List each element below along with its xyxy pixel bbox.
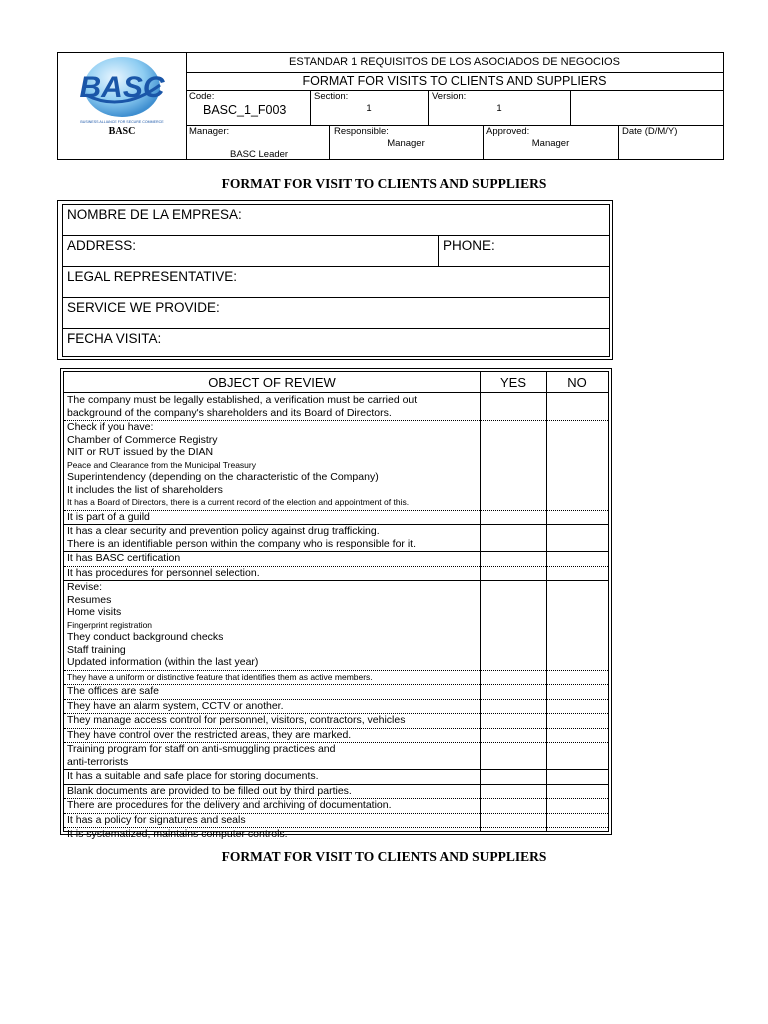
review-item-text [67,685,479,698]
no-checkbox-cell[interactable] [547,394,608,420]
basc-logo-icon [78,55,166,127]
review-item-line: They have a uniform or distinctive feature that identifies them as active members. [67,671,373,682]
no-checkbox-cell[interactable] [547,421,608,510]
review-item-text [67,552,479,565]
review-item-line: They conduct background checks [67,631,224,643]
footer-title: FORMAT FOR VISIT TO CLIENTS AND SUPPLIERS [221,849,547,864]
review-item-text [67,799,479,812]
manager-value: BASC Leader [230,149,289,160]
code-value: BASC_1_F003 [203,103,287,117]
no-checkbox-cell[interactable] [547,552,608,566]
review-item-text [67,770,479,783]
no-header: NO [567,375,587,390]
review-item-line: It has a policy for signatures and seals [67,813,246,826]
review-item-line: Staff training [67,643,126,656]
review-row [64,770,608,785]
logo-text: BASC [79,71,165,104]
review-item-line: Chamber of Commerce Registry [67,433,218,446]
review-item-line: They manage access control for personnel, visitors, contractors, vehicles [67,714,406,726]
no-checkbox-cell[interactable] [547,567,608,581]
manager-label: Manager: [189,126,230,137]
review-row [64,525,608,552]
review-item-line: Updated information (within the last year) [67,656,259,668]
review-item-line: They have an alarm system, CCTV or another. [67,699,284,712]
review-item-line: There are procedures for the delivery and archiving of documentation. [67,799,392,811]
review-item-text [67,729,479,742]
review-row [64,714,608,729]
no-checkbox-cell[interactable] [547,814,608,828]
yes-checkbox-cell[interactable] [481,729,545,743]
yes-checkbox-cell[interactable] [481,421,545,510]
yes-checkbox-cell[interactable] [481,525,545,551]
review-item-line: They have control over the restricted areas, they are marked. [67,728,352,741]
review-item-text [67,785,479,798]
review-item-line: Peace and Clearance from the Municipal Treasury [67,459,256,470]
yes-header: YES [499,375,526,390]
review-row [64,700,608,715]
review-item-line: Superintendency (depending on the characteristic of the Company) [67,471,379,483]
section-label: Section: [314,91,349,102]
yes-checkbox-cell[interactable] [481,770,545,784]
review-row [64,785,608,800]
format-title: FORMAT FOR VISITS TO CLIENTS AND SUPPLIERS [302,74,607,88]
logo-tagline: BUSINESS ALLIANCE FOR SECURE COMMERCE [80,120,164,124]
review-item-text [67,671,479,684]
review-row [64,581,608,671]
review-row [64,799,608,814]
visit-date-row[interactable] [63,329,609,357]
review-item-line: It has procedures for personnel selection. [67,566,260,579]
document-title: FORMAT FOR VISIT TO CLIENTS AND SUPPLIERS [221,176,547,191]
logo-cell [58,53,187,159]
document-header [57,52,724,160]
standard-title: ESTANDAR 1 REQUISITOS DE LOS ASOCIADOS DE NEGOCIOS [289,56,620,68]
version-label: Version: [432,91,467,102]
review-row [64,552,608,567]
responsible-label: Responsible: [334,126,389,137]
review-item-line: It is part of a guild [67,510,150,523]
version-value: 1 [496,103,502,114]
review-item-text [67,525,479,550]
logo-caption: BASC [108,126,136,137]
review-item-text [67,581,479,669]
yes-checkbox-cell[interactable] [481,700,545,714]
yes-checkbox-cell[interactable] [481,685,545,699]
no-checkbox-cell[interactable] [547,700,608,714]
review-item-line: Fingerprint registration [67,619,153,630]
yes-checkbox-cell[interactable] [481,714,545,728]
review-item-text [67,421,479,509]
section-value: 1 [366,103,372,114]
review-item-line: It has BASC certification [67,552,181,564]
review-row [64,421,608,511]
visit-date-label: FECHA VISITA: [67,331,162,346]
review-item-line: There is an identifiable person within the company who is responsible for it. [67,537,417,550]
review-item-line: Blank documents are provided to be filled out by third parties. [67,784,352,797]
object-of-review-header: OBJECT OF REVIEW [208,375,336,390]
review-item-text [67,567,479,580]
no-checkbox-cell[interactable] [547,729,608,743]
address-label: ADDRESS: [67,238,137,253]
review-item-line: Home visits [67,606,122,618]
review-item-text [67,511,479,524]
review-item-line: It includes the list of shareholders [67,483,223,496]
review-item-text [67,743,479,768]
review-item-line: It is systematized, maintains computer controls. [67,828,288,840]
yes-checkbox-cell[interactable] [481,581,545,670]
review-row [64,685,608,700]
approved-value: Manager [531,138,570,149]
yes-checkbox-cell[interactable] [481,814,545,828]
no-checkbox-cell[interactable] [547,525,608,551]
code-label: Code: [189,91,215,102]
review-item-line: It has a Board of Directors, there is a current record of the election and appointment of this. [67,497,410,507]
review-item-line: background of the company's shareholders and its Board of Directors. [67,406,392,419]
service-label: SERVICE WE PROVIDE: [67,300,220,315]
yes-checkbox-cell[interactable] [481,394,545,420]
review-row [64,394,608,421]
review-item-line: Revise: [67,581,103,593]
legal-rep-row[interactable] [63,267,609,298]
yes-checkbox-cell[interactable] [481,567,545,581]
review-item-line: Resumes [67,593,112,606]
review-item-text [67,828,479,841]
review-item-text [67,814,479,827]
responsible-value: Manager [387,138,425,149]
company-name-label: NOMBRE DE LA EMPRESA: [67,207,242,222]
no-checkbox-cell[interactable] [547,581,608,670]
yes-checkbox-cell[interactable] [481,828,545,842]
review-row [64,828,608,842]
no-checkbox-cell[interactable] [547,799,608,813]
no-checkbox-cell[interactable] [547,785,608,799]
review-item-line: Check if you have: [67,421,154,433]
review-item-text [67,700,479,713]
review-row [64,511,608,526]
yes-checkbox-cell[interactable] [481,552,545,566]
service-row[interactable] [63,298,609,329]
phone-label: PHONE: [443,238,495,253]
review-item-text [67,394,479,419]
review-row [64,671,608,686]
no-checkbox-cell[interactable] [547,770,608,784]
yes-checkbox-cell[interactable] [481,743,545,769]
review-row [64,743,608,770]
review-item-line: The offices are safe [67,685,160,697]
review-item-line: It has a suitable and safe place for storing documents. [67,770,319,782]
yes-checkbox-cell[interactable] [481,671,545,685]
review-item-text [67,714,479,727]
yes-checkbox-cell[interactable] [481,785,545,799]
review-row [64,729,608,744]
review-item-line: NIT or RUT issued by the DIAN [67,446,214,458]
legal-rep-label: LEGAL REPRESENTATIVE: [67,269,238,284]
review-item-line: anti-terrorists [67,755,129,768]
approved-label: Approved: [486,126,530,137]
yes-checkbox-cell[interactable] [481,799,545,813]
review-row [64,814,608,829]
company-name-row[interactable] [63,205,609,236]
review-item-line: The company must be legally established, a verification must be carried out [67,394,418,406]
review-item-line: It has a clear security and prevention policy against drug trafficking. [67,525,380,537]
date-label: Date (D/M/Y) [622,126,678,137]
company-info-box [57,200,613,360]
review-item-line: Training program for staff on anti-smuggling practices and [67,743,336,755]
no-checkbox-cell[interactable] [547,685,608,699]
review-checklist [60,368,612,840]
yes-checkbox-cell[interactable] [481,511,545,525]
no-checkbox-cell[interactable] [547,743,608,769]
no-checkbox-cell[interactable] [547,511,608,525]
no-checkbox-cell[interactable] [547,671,608,685]
address-row [63,236,609,267]
review-header-row [64,372,608,393]
review-row [64,567,608,582]
no-checkbox-cell[interactable] [547,714,608,728]
no-checkbox-cell[interactable] [547,828,608,842]
